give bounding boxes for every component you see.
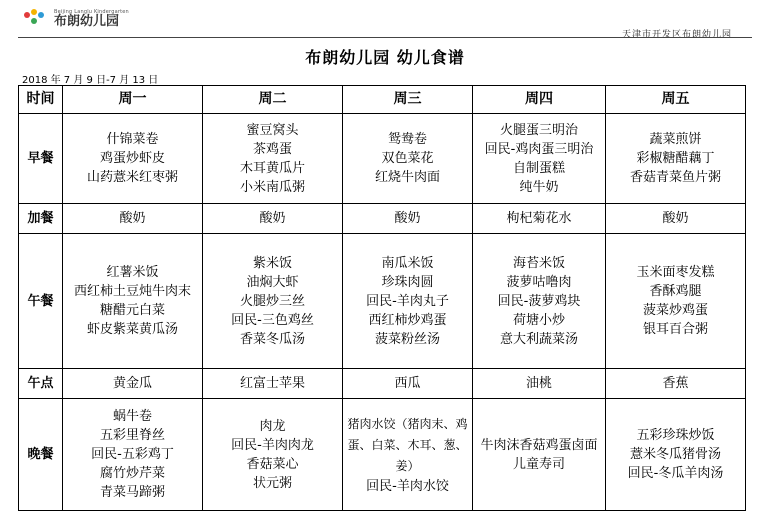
dish-item: 回民-羊肉水饺 bbox=[366, 478, 449, 494]
menu-cell-breakfast-tuesday bbox=[203, 114, 343, 204]
dish-item: 南瓜米饭 bbox=[381, 255, 434, 271]
menu-cell-afternoon-snack-tuesday bbox=[203, 369, 343, 399]
dish-item: 青菜马蹄粥 bbox=[99, 485, 165, 500]
dish-item: 虾皮紫菜黄瓜汤 bbox=[86, 322, 178, 337]
dish-item: 什锦菜卷 bbox=[106, 132, 159, 147]
dish-item: 双色菜花 bbox=[381, 151, 434, 166]
logo-text: 布朗幼儿园 bbox=[54, 14, 120, 29]
column-header-time: 时间 bbox=[19, 86, 63, 114]
meal-label-afternoon-snack: 午点 bbox=[19, 369, 63, 399]
dish-item: 油焖大虾 bbox=[246, 274, 299, 290]
dish-item: 回民-菠萝鸡块 bbox=[497, 293, 581, 309]
table-row-snack bbox=[19, 204, 746, 234]
dish-item: 香蕉 bbox=[662, 376, 689, 391]
dish-item: 回民-羊肉肉龙 bbox=[231, 437, 314, 453]
dish-item: 猪肉水饺（猪肉末、鸡 bbox=[347, 416, 468, 431]
dish-item: 海苔米饭 bbox=[512, 255, 565, 271]
dish-item: 红薯米饭 bbox=[106, 265, 159, 280]
table-row-afternoon-snack bbox=[19, 369, 746, 399]
menu-table bbox=[18, 85, 746, 511]
dish-item: 蛋、白菜、木耳、葱、姜） bbox=[347, 437, 468, 473]
dish-item: 状元粥 bbox=[252, 475, 292, 491]
dish-item: 茶鸡蛋 bbox=[252, 141, 292, 157]
dish-item: 菠菜炒鸡蛋 bbox=[642, 303, 708, 318]
school-location: 天津市开发区布朗幼儿园 bbox=[621, 30, 732, 40]
menu-cell-lunch-monday bbox=[63, 234, 203, 369]
meal-label-snack: 加餐 bbox=[19, 204, 63, 234]
dish-item: 蜗牛卷 bbox=[112, 409, 152, 424]
page-header bbox=[0, 0, 770, 38]
menu-cell-dinner-monday bbox=[63, 399, 203, 511]
menu-cell-snack-tuesday bbox=[203, 204, 343, 234]
date-range: 2018 年 7 月 9 日-7 月 13 日 bbox=[22, 75, 159, 86]
menu-cell-lunch-friday bbox=[606, 234, 746, 369]
dish-item: 回民-鸡肉蛋三明治 bbox=[484, 141, 594, 157]
menu-cell-breakfast-wednesday bbox=[343, 114, 473, 204]
dish-item: 火腿炒三丝 bbox=[239, 293, 305, 309]
column-header-friday: 周五 bbox=[606, 86, 746, 114]
menu-cell-breakfast-monday bbox=[63, 114, 203, 204]
menu-cell-dinner-tuesday bbox=[203, 399, 343, 511]
dish-item: 彩椒糖醋藕丁 bbox=[636, 151, 715, 166]
menu-cell-breakfast-thursday bbox=[473, 114, 606, 204]
dish-item: 黄金瓜 bbox=[112, 376, 152, 391]
dish-item: 薏米冬瓜猪骨汤 bbox=[629, 447, 721, 462]
dish-item: 纯牛奶 bbox=[519, 179, 559, 195]
dish-item: 回民-三色鸡丝 bbox=[231, 312, 314, 328]
header-divider bbox=[18, 37, 752, 38]
dish-item: 木耳黄瓜片 bbox=[239, 160, 305, 176]
column-header-monday: 周一 bbox=[63, 86, 203, 114]
dish-item: 糖醋元白菜 bbox=[99, 303, 165, 318]
logo-dots-icon bbox=[22, 9, 52, 29]
table-row-dinner bbox=[19, 399, 746, 511]
dish-item: 菠菜粉丝汤 bbox=[374, 331, 440, 347]
header-row bbox=[19, 86, 746, 114]
menu-cell-snack-monday bbox=[63, 204, 203, 234]
menu-cell-dinner-thursday bbox=[473, 399, 606, 511]
menu-cell-afternoon-snack-wednesday bbox=[343, 369, 473, 399]
dish-item: 小米南瓜粥 bbox=[239, 179, 305, 195]
dish-item: 火腿蛋三明治 bbox=[499, 122, 578, 138]
menu-cell-lunch-thursday bbox=[473, 234, 606, 369]
dish-item: 意大利蔬菜汤 bbox=[499, 331, 578, 347]
dish-item: 五彩里脊丝 bbox=[99, 428, 165, 443]
dish-item: 油桃 bbox=[525, 376, 552, 391]
school-logo bbox=[22, 9, 129, 29]
dish-item: 西红柿炒鸡蛋 bbox=[368, 312, 447, 328]
table-row-lunch bbox=[19, 234, 746, 369]
menu-cell-snack-thursday bbox=[473, 204, 606, 234]
dish-item: 回民-冬瓜羊肉汤 bbox=[627, 466, 724, 481]
dish-item: 鸡蛋炒虾皮 bbox=[99, 151, 165, 166]
dish-item: 西瓜 bbox=[394, 376, 421, 391]
menu-cell-dinner-wednesday bbox=[343, 399, 473, 511]
dish-item: 银耳百合粥 bbox=[642, 322, 708, 337]
dish-item: 牛肉沫香菇鸡蛋卤面 bbox=[480, 437, 598, 453]
menu-cell-lunch-tuesday bbox=[203, 234, 343, 369]
dish-item: 香菜冬瓜汤 bbox=[239, 331, 305, 347]
menu-cell-afternoon-snack-monday bbox=[63, 369, 203, 399]
dish-item: 玉米面枣发糕 bbox=[636, 265, 715, 280]
menu-cell-snack-wednesday bbox=[343, 204, 473, 234]
column-header-tuesday: 周二 bbox=[203, 86, 343, 114]
dish-item: 香菇菜心 bbox=[246, 456, 299, 472]
menu-cell-snack-friday bbox=[606, 204, 746, 234]
dish-item: 山药薏米红枣粥 bbox=[86, 170, 178, 185]
menu-cell-dinner-friday bbox=[606, 399, 746, 511]
meal-label-breakfast: 早餐 bbox=[19, 114, 63, 204]
dish-item: 肉龙 bbox=[259, 418, 286, 434]
dish-item: 红富士苹果 bbox=[239, 376, 305, 391]
dish-item: 香酥鸡腿 bbox=[649, 284, 702, 299]
dish-item: 酸奶 bbox=[662, 211, 689, 226]
dish-item: 枸杞菊花水 bbox=[506, 211, 572, 226]
dish-item: 西红柿土豆炖牛肉末 bbox=[73, 284, 191, 299]
dish-item: 鸳鸯卷 bbox=[387, 132, 427, 147]
dish-item: 儿童寿司 bbox=[512, 456, 565, 472]
column-header-wednesday: 周三 bbox=[343, 86, 473, 114]
dish-item: 红烧牛肉面 bbox=[374, 170, 440, 185]
column-header-thursday: 周四 bbox=[473, 86, 606, 114]
dish-item: 菠萝咕噜肉 bbox=[506, 274, 572, 290]
menu-cell-afternoon-snack-thursday bbox=[473, 369, 606, 399]
dish-item: 酸奶 bbox=[394, 211, 421, 226]
logo-small-text: Beijing Langlu Kindergarten bbox=[54, 9, 129, 15]
dish-item: 蔬菜煎饼 bbox=[649, 132, 702, 147]
dish-item: 五彩珍珠炒饭 bbox=[636, 428, 715, 443]
dish-item: 回民-五彩鸡丁 bbox=[91, 447, 174, 462]
dish-item: 回民-羊肉丸子 bbox=[366, 293, 449, 309]
menu-cell-breakfast-friday bbox=[606, 114, 746, 204]
page-title: 布朗幼儿园 幼儿食谱 bbox=[305, 48, 465, 67]
dish-item: 香菇青菜鱼片粥 bbox=[629, 170, 721, 185]
dish-item: 紫米饭 bbox=[252, 255, 292, 271]
dish-item: 自制蛋糕 bbox=[512, 160, 565, 176]
meal-label-lunch: 午餐 bbox=[19, 234, 63, 369]
dish-item: 珍珠肉圆 bbox=[381, 274, 434, 290]
table-row-breakfast bbox=[19, 114, 746, 204]
dish-item: 荷塘小炒 bbox=[512, 312, 565, 328]
menu-cell-lunch-wednesday bbox=[343, 234, 473, 369]
dish-item: 腐竹炒芹菜 bbox=[99, 466, 165, 481]
menu-cell-afternoon-snack-friday bbox=[606, 369, 746, 399]
dish-item: 蜜豆窝头 bbox=[246, 122, 299, 138]
dish-item: 酸奶 bbox=[259, 211, 286, 226]
meal-label-dinner: 晚餐 bbox=[19, 399, 63, 511]
dish-item: 酸奶 bbox=[119, 211, 146, 226]
